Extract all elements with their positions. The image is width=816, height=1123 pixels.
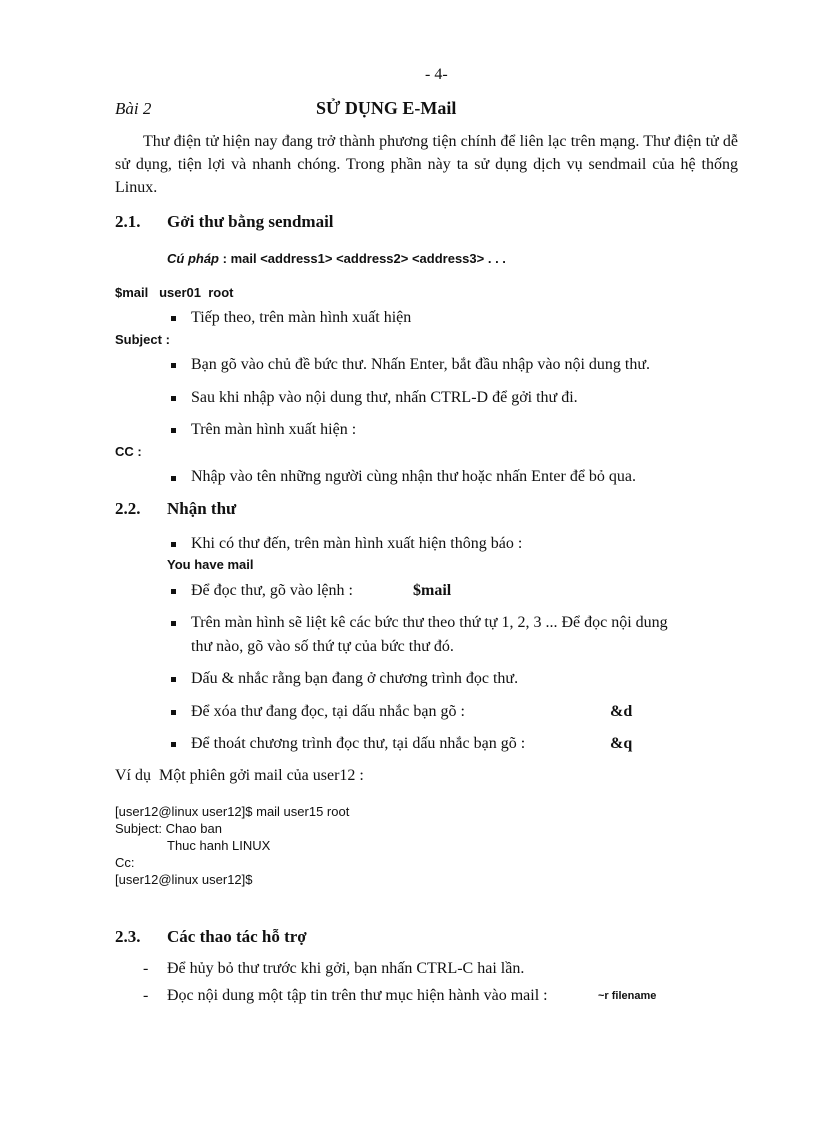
section-title-2-1: Gởi thư bằng sendmail <box>167 212 334 231</box>
command-line: $mail user01 root <box>115 285 234 300</box>
terminal-line-5: [user12@linux user12]$ <box>115 872 253 887</box>
s21-bullet-2: Bạn gõ vào chủ đề bức thư. Nhấn Enter, bắt đầu nhập vào nội dung thư. <box>191 356 651 373</box>
s21-bullet-5: Nhập vào tên những người cùng nhận thư hoặc nhấn Enter để bỏ qua. <box>191 468 637 485</box>
example-label: Ví dụ Một phiên gởi mail của user12 : <box>115 767 364 784</box>
section-title-2-3: Các thao tác hỗ trợ <box>167 927 307 946</box>
s22-bullet-2-cmd: $mail <box>413 582 452 599</box>
section-number-2-2: 2.2. <box>115 499 141 518</box>
lesson-label: Bài 2 <box>115 99 152 118</box>
section-number-2-3: 2.3. <box>115 927 141 946</box>
terminal-line-4: Cc: <box>115 855 135 870</box>
s22-bullet-1: Khi có thư đến, trên màn hình xuất hiện thông báo : <box>191 535 523 552</box>
intro-paragraph: Thư điện tử hiện nay đang trở thành phương tiện chính để liên lạc trên mạng. Thư điện tử dễ sử dụng, tiện lợi và nhanh chóng. Trong phần này ta sử dụng dịch vụ sendmail của hệ thống Linux. <box>115 133 738 196</box>
bullet-icon <box>171 621 176 626</box>
bullet-icon <box>171 710 176 715</box>
page-title: SỬ DỤNG E-Mail <box>316 98 457 118</box>
s21-bullet-1: Tiếp theo, trên màn hình xuất hiện <box>191 309 412 326</box>
terminal-line-1: [user12@linux user12]$ mail user15 root <box>115 804 350 819</box>
terminal-line-3: Thuc hanh LINUX <box>167 838 271 853</box>
s22-bullet-6: Để thoát chương trình đọc thư, tại dấu nhắc bạn gõ : <box>191 735 526 752</box>
bullet-icon <box>171 542 176 547</box>
s22-bullet-5-cmd: &d <box>610 703 633 720</box>
cc-label: CC : <box>115 444 142 459</box>
bullet-icon <box>171 476 176 481</box>
page-number: - 4- <box>425 66 448 83</box>
s23-item-2: Đọc nội dung một tập tin trên thư mục hiện hành vào mail : <box>167 987 548 1004</box>
subject-label: Subject : <box>115 332 170 347</box>
dash-icon: - <box>143 987 149 1004</box>
s22-bullet-4: Dấu & nhắc rằng bạn đang ở chương trình đọc thư. <box>191 670 519 687</box>
bullet-icon <box>171 363 176 368</box>
terminal-line-2: Subject: Chao ban <box>115 821 222 836</box>
section-number-2-1: 2.1. <box>115 212 141 231</box>
s22-bullet-5: Để xóa thư đang đọc, tại dấu nhắc bạn gõ : <box>191 703 465 720</box>
bullet-icon <box>171 742 176 747</box>
syntax-label: Cú pháp <box>167 251 219 266</box>
s22-bullet-6-cmd: &q <box>610 735 633 752</box>
s21-bullet-4: Trên màn hình xuất hiện : <box>191 421 357 438</box>
dash-icon: - <box>143 960 149 977</box>
s23-item-2-cmd: ~r filename <box>598 990 657 1002</box>
s22-bullet-3-line-1: Trên màn hình sẽ liệt kê các bức thư theo thứ tự 1, 2, 3 ... Để đọc nội dung <box>191 614 668 631</box>
bullet-icon <box>171 316 176 321</box>
syntax-text: : mail <address1> <address2> <address3> . . . <box>222 251 506 266</box>
section-title-2-2: Nhận thư <box>167 499 237 518</box>
s23-item-1: Để hủy bỏ thư trước khi gởi, bạn nhấn CTRL-C hai lần. <box>167 960 525 977</box>
s22-bullet-3-line-2: thư nào, gõ vào số thứ tự của bức thư đó. <box>191 638 454 655</box>
s21-bullet-3: Sau khi nhập vào nội dung thư, nhấn CTRL-D để gởi thư đi. <box>191 389 578 406</box>
bullet-icon <box>171 677 176 682</box>
bullet-icon <box>171 589 176 594</box>
bullet-icon <box>171 396 176 401</box>
you-have-mail-text: You have mail <box>167 557 254 572</box>
syntax-line <box>167 251 506 266</box>
s22-bullet-2: Để đọc thư, gõ vào lệnh : <box>191 582 353 599</box>
bullet-icon <box>171 428 176 433</box>
